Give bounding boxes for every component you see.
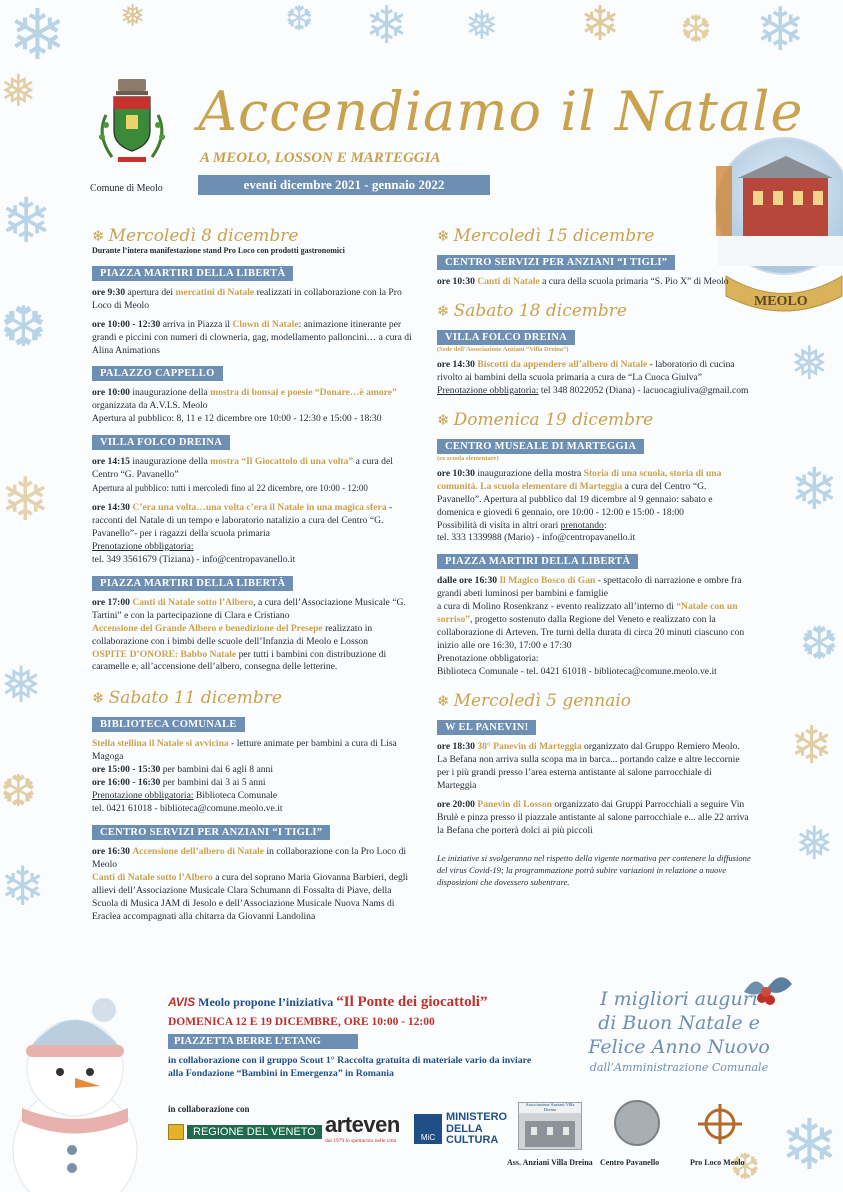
logo-caption: Centro Pavanello bbox=[600, 1158, 660, 1167]
snowflake-icon: ❄ bbox=[92, 227, 105, 245]
date-band: eventi dicembre 2021 - gennaio 2022 bbox=[198, 175, 490, 195]
section-band: PIAZZA MARTIRI DELLA LIBERTÀ bbox=[437, 554, 638, 569]
snowflake-icon: ❄ bbox=[437, 410, 450, 429]
snowflake-icon: ❄ bbox=[755, 0, 806, 65]
event: ore 10:30 Canti di Natale a cura della scuola primaria “S. Pio X” di Meolo bbox=[437, 276, 729, 287]
mic-icon: MiC bbox=[414, 1114, 442, 1144]
section-band: VILLA FOLCO DREINA bbox=[437, 330, 575, 345]
section-band: CENTRO SERVIZI PER ANZIANI “I TIGLI” bbox=[92, 825, 330, 840]
section-band: BIBLIOTECA COMUNALE bbox=[92, 717, 245, 732]
globe-label: MEOLO bbox=[754, 294, 808, 309]
section-band: CENTRO MUSEALE DI MARTEGGIA bbox=[437, 439, 644, 454]
section-note: (ex scuola elementare) bbox=[437, 454, 499, 462]
avis-place: PIAZZETTA BERRE L’ETANG bbox=[168, 1034, 358, 1049]
snowflake-icon: ❄ bbox=[0, 184, 52, 257]
section-band: VILLA FOLCO DREINA bbox=[92, 435, 230, 450]
day-heading: ❄ Mercoledì 15 dicembre bbox=[437, 226, 655, 246]
event: ore 14:15 inaugurazione della mostra “Il Giocattolo di una volta” a cura del Centro “G. Pavanello” Apertura al pubblico: tutti i mercoledì fino al 22 dicembre, ore 10:00 - 12:00 bbox=[92, 456, 393, 494]
note: Durante l’intera manifestazione stand Pro Loco con prodotti gastronomici bbox=[92, 246, 345, 255]
day-heading: ❄ Sabato 11 dicembre bbox=[92, 688, 282, 709]
snowflake-icon: ❅ bbox=[790, 336, 829, 390]
avis-date: DOMENICA 12 E 19 DICEMBRE, ORE 10:00 - 12:00 bbox=[168, 1016, 435, 1028]
snowflake-icon: ❄ bbox=[92, 689, 105, 708]
snowflake-icon: ❄ bbox=[580, 0, 621, 52]
logo-regione-veneto: REGIONE DEL VENETO bbox=[168, 1124, 322, 1140]
logo-arteven: arteven dal 1979 lo spettacolo nelle città bbox=[325, 1112, 400, 1144]
snowflake-icon: ❄ bbox=[365, 0, 409, 56]
snowflake-icon: ❅ bbox=[465, 3, 499, 49]
snowflake-icon: ❄ bbox=[0, 855, 46, 918]
wishes: I migliori auguri di Buon Natale e Felice Anno Nuovo dall’Amministrazione Comunale bbox=[588, 988, 770, 1075]
snowflake-icon: ❆ bbox=[285, 0, 314, 39]
snowflake-icon: ❄ bbox=[8, 0, 67, 76]
event: ore 14:30 C’era una volta…una volta c’era il Natale in una magica sfera - racconti del Natale di un tempo e laboratorio natalizio a cura del Centro “G. Pavanello”- per i ragazzi della scuola primaria Prenotazione obbligatoria: tel. 349 3561679 (Tiziana) - info@centropavanello.it bbox=[92, 502, 393, 565]
section-band: PIAZZA MARTIRI DELLA LIBERTÀ bbox=[92, 266, 293, 281]
snowflake-icon: ❄ bbox=[780, 1104, 839, 1186]
day-heading: ❄ Sabato 18 dicembre bbox=[437, 300, 627, 321]
event: ore 20:00 Panevin di Losson organizzato dai Gruppi Parrocchiali a seguire Vin Brulè e pinza presso il piazzale antistante al salone parrocchiale e... alle 22 arriva la Befana che porterà dolci ai più piccoli bbox=[437, 798, 749, 836]
snowflake-icon: ❆ bbox=[0, 766, 37, 817]
section-band: PALAZZO CAPPELLO bbox=[92, 366, 223, 381]
day-heading: ❄ Mercoledì 8 dicembre bbox=[92, 226, 299, 246]
section-band: W EL PANEVIN! bbox=[437, 720, 536, 735]
logo-caption: Pro Loco Meolo bbox=[690, 1158, 745, 1167]
event: ore 9:30 apertura dei mercatini di Natale realizzati in collaborazione con la Pro Loco di Meolo bbox=[92, 286, 402, 311]
snowflake-icon: ❄ bbox=[790, 716, 834, 776]
covid-note: Le iniziative si svolgeranno nel rispetto della vigente normativa per contenere la diffusione del virus Covid-19; la programmazione potrà subire variazioni in relazione a nuove disposizioni che dovessero subentrare. bbox=[437, 853, 751, 887]
snowflake-icon: ❄ bbox=[437, 691, 450, 710]
event: Stella stellina il Natale si avvicina - letture animate per bambini a cura di Lisa Magoga ore 15:00 - 15:30 per bambini dai 6 agli 8 anni ore 16:00 - 16:30 per bambini dai 3 ai 5 anni Prenotazione obbligatoria: Biblioteca Comunale tel. 0421 61018 - biblioteca@comune.meolo.ve.it bbox=[92, 738, 397, 815]
avis-logo: AVIS bbox=[168, 995, 196, 1009]
event: ore 18:30 38° Panevin di Marteggia organizzato dal Gruppo Remiero Meolo. La Befana non arriva sulla scopa ma in barca... portando calze e altre leccornie per i più grandi presso l’area esterna antistante al salone parrocchiale di Marteggia bbox=[437, 740, 740, 791]
avis-line: AVIS Meolo propone l’iniziativa “Il Ponte dei giocattoli” bbox=[168, 994, 488, 1010]
section-band: CENTRO SERVIZI PER ANZIANI “I TIGLI” bbox=[437, 255, 675, 270]
right-column bbox=[437, 226, 751, 888]
comune-crest bbox=[92, 75, 172, 180]
snowflake-icon: ❅ bbox=[0, 66, 37, 117]
section-note: (Sede dell’Associazione Anziani “Villa Dreina”) bbox=[437, 345, 569, 353]
comune-label: Comune di Meolo bbox=[90, 183, 163, 194]
event: ore 10:30 inaugurazione della mostra Storia di una scuola, storia di una comunità. La scuola elementare di Marteggia a cura del Centro “G. Pavanello”. Apertura al pubblico dal 19 dicembre al 9 gennaio: sabato e domenica e giovedì 6 gennaio, ore 10:00 - 12:00 e 15:00 - 18:00 Possibilità di visita in altri orari prenotando: tel. 333 1339988 (Mario) - info@centropavanello.it bbox=[437, 467, 722, 544]
collab-label: in collaborazione con bbox=[168, 1104, 250, 1114]
avis-desc: in collaborazione con il gruppo Scout 1° Raccolta gratuita di materiale vario da inviare alla Fondazione “Bambini in Emergenza” in Romania bbox=[168, 1055, 532, 1080]
snowflake-icon: ❆ bbox=[680, 7, 712, 51]
event: ore 14:30 Biscotti da appendere all’albero di Natale - laboratorio di cucina rivolto ai bambini della scuola primaria a cura de “La Cuoca Giulva” Prenotazione obbligatoria: tel 348 8022052 (Diana) - lacuocagiuliva@gmail.com bbox=[437, 358, 749, 396]
snowflake-icon: ❆ bbox=[730, 1147, 761, 1188]
snowman-image bbox=[0, 990, 150, 1192]
logo-villa-dreina: Associazione Anziani Villa Dreina bbox=[518, 1102, 582, 1150]
section-band: PIAZZA MARTIRI DELLA LIBERTÀ bbox=[92, 576, 293, 591]
snowflake-icon: ❅ bbox=[120, 0, 146, 34]
event: ore 17:00 Canti di Natale sotto l’Albero, a cura dell’Associazione Musicale “G. Tartini” e con la partecipazione di Clara e Cristiano Accensione del Grande Albero e benedizione del Presepe realizzato in collaborazione con i bimbi delle scuole dell’Infanzia di Meolo e Losson OSPITE D’ONORE: Babbo Natale per tutti i bambini con distribuzione di caramelle e, all’accensione dell’albero, consegna delle letterine. bbox=[92, 596, 406, 673]
page-title: Accendiamo il Natale bbox=[198, 80, 804, 143]
snowflake-icon: ❄ bbox=[0, 465, 51, 535]
logo-caption: Ass. Anziani Villa Dreina bbox=[507, 1158, 593, 1167]
snowflake-icon: ❆ bbox=[0, 295, 47, 360]
snowflake-icon: ❄ bbox=[790, 455, 839, 523]
snowflake-icon: ❅ bbox=[0, 656, 42, 714]
lion-icon bbox=[168, 1124, 184, 1140]
event: ore 10:00 - 12:30 arriva in Piazza il Clown di Natale: animazione itinerante per grandi e piccini con numeri di clowneria, gag, modellamento palloncini… a cura di Alina Animations bbox=[92, 318, 412, 356]
snowflake-icon: ❄ bbox=[437, 227, 450, 245]
event: ore 16:30 Accensione dell’albero di Natale in collaborazione con la Pro Loco di Meolo Canti di Natale sotto l’Albero a cura del soprano Maria Giovanna Barbieri, degli allievi dell’Associazione Musicale Clara Schumann di Fossalta di Piave, della Scuola di Musica JAM di Jesolo e dell’Associazione Musicale Nuova Nams di Eraclea accompagnati alla chitarra da Giovanni Landolina bbox=[92, 846, 409, 922]
snowflake-icon: ❄ bbox=[437, 301, 450, 320]
event: dalle ore 16:30 Il Magico Bosco di Gan - spettacolo di narrazione e ombre fra grandi abeti luminosi per bambini e famiglie a cura di Molino Rosenkranz - evento realizzato all’interno di “Natale con un sorriso”, progetto sostenuto dalla Regione del Veneto e realizzato con la collaborazione di Arteven. Tre turni della durata di circa 20 minuti ciascuno con inizio alle ore 16:30, 17:00 e 17:30 Prenotazione obbligatoria: Biblioteca Comunale - tel. 0421 61018 - biblioteca@comune.meolo.ve.it bbox=[437, 575, 745, 677]
event: ore 10:00 inaugurazione della mostra di bonsai e poesie “Donare…è amore” organizzata da A.V.I.S. Meolo Apertura al pubblico: 8, 11 e 12 dicembre ore 10:00 - 12:30 e 15:00 - 18:30 bbox=[92, 387, 397, 425]
logo-ministero-cultura: MiC MINISTERO DELLA CULTURA bbox=[414, 1112, 507, 1147]
logo-proloco bbox=[694, 1102, 746, 1148]
left-column bbox=[92, 226, 412, 924]
day-heading: ❄ Domenica 19 dicembre bbox=[437, 409, 654, 430]
day-heading: ❄ Mercoledì 5 gennaio bbox=[437, 690, 632, 711]
logo-pavanello bbox=[614, 1100, 660, 1146]
snowflake-icon: ❆ bbox=[800, 616, 839, 670]
page-subtitle: A MEOLO, LOSSON E MARTEGGIA bbox=[200, 150, 441, 166]
snowflake-icon: ❅ bbox=[795, 816, 834, 870]
